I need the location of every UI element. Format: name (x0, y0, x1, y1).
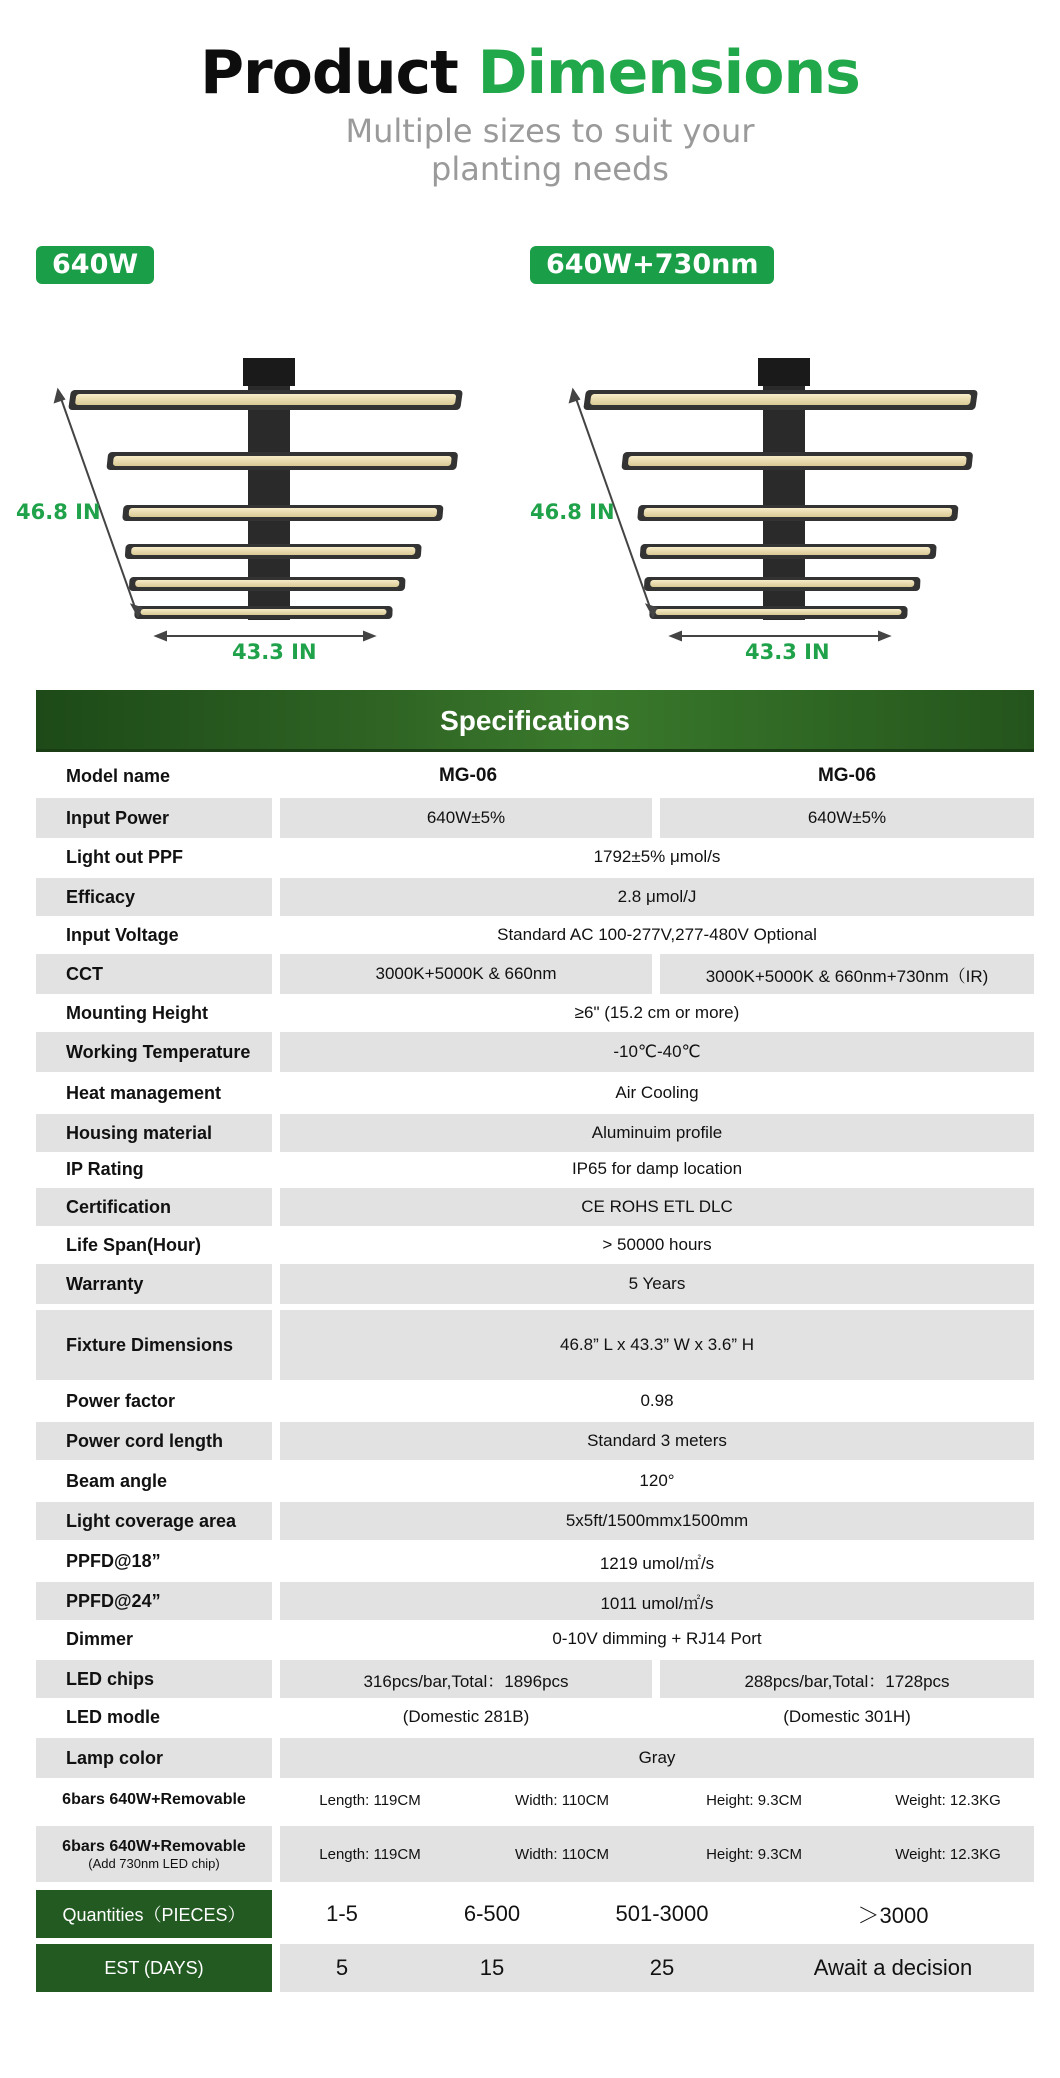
spec-value: 2.8 μmol/J (617, 887, 697, 906)
est-days-value: 5 (335, 1955, 349, 1980)
spec-label: Power cord length (66, 1430, 224, 1451)
spec-row (36, 1582, 1034, 1620)
height-label-640w-730nm: 46.8 IN (530, 500, 615, 524)
spec-row (36, 1032, 1034, 1072)
spec-row (36, 1152, 1034, 1186)
spec-row (36, 1738, 1034, 1778)
package-label (36, 1826, 272, 1882)
subtitle-line-2: planting needs (431, 150, 669, 188)
spec-value: 1792±5% μmol/s (593, 847, 721, 866)
spec-value: 0.98 (640, 1391, 674, 1410)
width-label-640w-730nm: 43.3 IN (745, 640, 830, 664)
spec-row (36, 996, 1034, 1030)
package-width: Width: 110CM (515, 1845, 609, 1863)
product-badge-640w-730nm: 640W+730nm (530, 246, 774, 284)
package-label (36, 1780, 272, 1820)
spec-label: Heat management (66, 1082, 222, 1103)
model-name-640w-730nm: MG-06 (817, 765, 877, 786)
quantities-label: Quantities（PIECES） (36, 1890, 272, 1938)
lamp-driver-box (758, 358, 810, 386)
quantity-tier: ＞3000 (857, 1902, 929, 1928)
model-name-640w: MG-06 (438, 765, 498, 786)
spec-row (36, 1502, 1034, 1540)
spec-row-model-name (36, 758, 1034, 794)
spec-row (36, 840, 1034, 874)
package-length: Length: 119CM (319, 1845, 421, 1863)
spec-label: LED modle (66, 1706, 161, 1727)
package-label-main: 6bars 640W+Removable (62, 1791, 246, 1808)
spec-label: Fixture Dimensions (66, 1334, 234, 1355)
est-days-row (36, 1944, 1034, 1992)
spec-label: Lamp color (66, 1747, 164, 1768)
spec-row (36, 1228, 1034, 1262)
height-label-640w: 46.8 IN (16, 500, 101, 524)
package-height: Height: 9.3CM (706, 1845, 802, 1863)
lamp-driver-box (243, 358, 295, 386)
quantity-tier: 6-500 (463, 1901, 521, 1926)
spec-value: Standard 3 meters (587, 1431, 727, 1450)
spec-row (36, 954, 1034, 994)
spec-label: Beam angle (66, 1470, 168, 1491)
quantities-row (36, 1890, 1034, 1938)
spec-label: PPFD@24” (66, 1590, 161, 1611)
spec-row (36, 1464, 1034, 1498)
package-length: Length: 119CM (319, 1791, 421, 1809)
spec-value-640w-730nm: 3000K+5000K & 660nm+730nm（IR) (705, 966, 989, 986)
width-arrow (156, 632, 374, 640)
spec-label: Dimmer (66, 1628, 134, 1649)
package-label-sub: (Add 730nm LED chip) (88, 1855, 220, 1871)
product-badge-640w: 640W (36, 246, 154, 284)
est-days-value: 15 (479, 1955, 505, 1980)
quantity-tier: 1-5 (326, 1901, 358, 1926)
spec-value-640w-730nm: 288pcs/bar,Total：1728pcs (744, 1671, 950, 1691)
est-days-value: Await a decision (813, 1955, 973, 1980)
package-row (36, 1826, 1034, 1882)
spec-row (36, 1422, 1034, 1460)
spec-value-640w-730nm: 640W±5% (807, 808, 887, 827)
width-arrow (671, 632, 889, 640)
subtitle-line-1: Multiple sizes to suit your (345, 112, 755, 150)
spec-value: CE ROHS ETL DLC (581, 1197, 733, 1216)
est-days-value: 25 (649, 1955, 675, 1980)
spec-row (36, 1660, 1034, 1698)
spec-row (36, 1700, 1034, 1734)
spec-row (36, 1310, 1034, 1380)
spec-row (36, 1188, 1034, 1226)
spec-label: Light coverage area (66, 1510, 237, 1531)
spec-label: Light out PPF (66, 846, 183, 867)
spec-value: ≥6" (15.2 cm or more) (574, 1003, 740, 1022)
spec-value-640w-730nm: (Domestic 301H) (783, 1707, 911, 1726)
spec-row (36, 1114, 1034, 1152)
spec-row (36, 1076, 1034, 1110)
spec-label: Input Voltage (66, 924, 179, 945)
spec-label: Efficacy (66, 886, 136, 907)
spec-row (36, 878, 1034, 916)
package-weight: Weight: 12.3KG (895, 1791, 1001, 1809)
spec-label: PPFD@18” (66, 1550, 161, 1571)
spec-value: 1011 umol/㎡/s (600, 1593, 714, 1613)
spec-label: Mounting Height (66, 1002, 208, 1023)
spec-label: Input Power (66, 807, 169, 828)
spec-row (36, 1544, 1034, 1578)
spec-value: 5x5ft/1500mmx1500mm (565, 1511, 749, 1530)
spec-label: LED chips (66, 1668, 155, 1689)
spec-value: > 50000 hours (602, 1235, 712, 1254)
spec-row (36, 1622, 1034, 1656)
spec-label: IP Rating (66, 1158, 144, 1179)
spec-value: 46.8” L x 43.3” W x 3.6” H (560, 1335, 754, 1354)
spec-value-640w: (Domestic 281B) (402, 1707, 530, 1726)
spec-value: 1219 umol/㎡/s (599, 1553, 715, 1573)
spec-value: 120° (639, 1471, 675, 1490)
spec-row (36, 918, 1034, 952)
spec-value: Aluminuim profile (591, 1123, 723, 1142)
spec-value: 5 Years (628, 1274, 686, 1293)
lamp-illustration-640w (50, 340, 480, 670)
spec-value: -10℃-40℃ (613, 1042, 701, 1061)
spec-label: Model name (66, 765, 171, 786)
spec-value-640w: 3000K+5000K & 660nm (375, 964, 557, 983)
specifications-header: Specifications (36, 690, 1034, 752)
spec-value: Air Cooling (615, 1083, 699, 1102)
spec-label: Working Temperature (66, 1041, 251, 1062)
package-row (36, 1780, 1034, 1820)
lamp-illustration-640w-730nm (565, 340, 995, 670)
package-width: Width: 110CM (515, 1791, 609, 1809)
spec-row (36, 1384, 1034, 1418)
package-height: Height: 9.3CM (706, 1791, 802, 1809)
spec-value-640w: 640W±5% (426, 808, 506, 827)
spec-value: IP65 for damp location (571, 1159, 743, 1178)
spec-label: CCT (66, 963, 103, 984)
spec-label: Certification (66, 1196, 172, 1217)
spec-label: Warranty (66, 1273, 144, 1294)
package-label-main: 6bars 640W+Removable (62, 1837, 246, 1855)
spec-label: Housing material (66, 1122, 213, 1143)
package-weight: Weight: 12.3KG (895, 1845, 1001, 1863)
page-title (0, 38, 1060, 108)
spec-label: Power factor (66, 1390, 176, 1411)
spec-row (36, 1264, 1034, 1304)
spec-value-640w: 316pcs/bar,Total：1896pcs (363, 1671, 569, 1691)
spec-row (36, 798, 1034, 838)
title-word-dimensions: Dimensions (477, 38, 860, 108)
spec-value: Standard AC 100-277V,277-480V Optional (497, 925, 817, 944)
quantity-tier: 501-3000 (615, 1901, 709, 1926)
spec-label: Life Span(Hour) (66, 1234, 201, 1255)
width-label-640w: 43.3 IN (232, 640, 317, 664)
page-subtitle (0, 112, 1060, 188)
est-days-label: EST (DAYS) (36, 1944, 272, 1992)
spec-value: Gray (638, 1748, 676, 1767)
spec-value: 0-10V dimming + RJ14 Port (552, 1629, 762, 1648)
title-word-product: Product (200, 38, 458, 108)
